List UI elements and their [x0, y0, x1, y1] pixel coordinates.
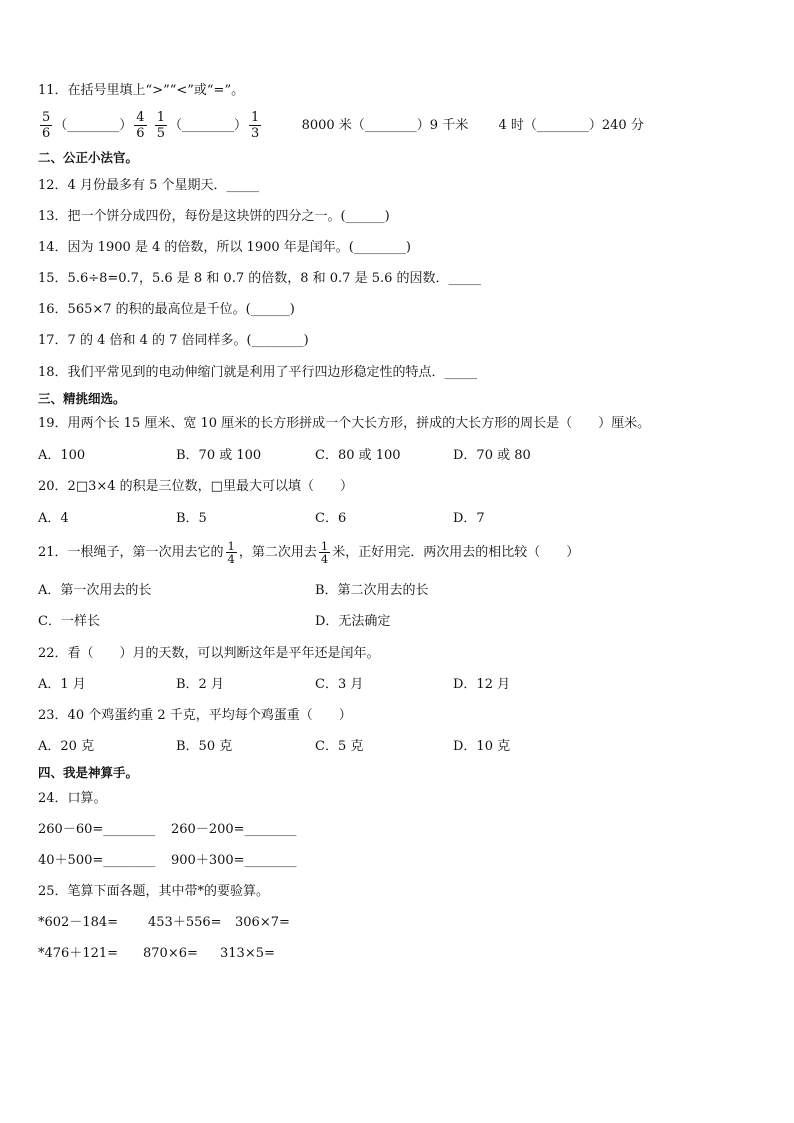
q25-calc-6: 313×5= — [220, 946, 275, 961]
fraction-1-4-a: $\frac{1}{4}$ — [227, 539, 235, 566]
fraction-1-3: $\frac{1}{3}$ — [251, 110, 260, 141]
q19-option-d[interactable]: D．70 或 80 — [453, 448, 531, 463]
q25-calc-2: 453＋556= — [148, 915, 222, 930]
section-2-title: 二、公正小法官。 — [38, 150, 139, 165]
q25-calc-4: *476＋121= — [38, 946, 119, 961]
question-23-stem: 23．40 个鸡蛋约重 2 千克，平均每个鸡蛋重（ ） — [38, 708, 352, 723]
fraction-1-5: $\frac{1}{5}$ — [156, 110, 165, 141]
section-4-title: 四、我是神算手。 — [38, 765, 139, 780]
question-11-items — [38, 108, 644, 144]
q24-calc-1[interactable]: 260－60=________ — [38, 822, 156, 837]
question-21-stem: 21．一根绳子，第一次用去它的 $\frac{1}{4}$ ，第二次用去 $\frac{1}{4}$ 米，正好用完．两次用去的相比较（ ） — [38, 539, 580, 566]
question-25-stem: 25．笔算下面各题，其中带*的要验算。 — [38, 884, 270, 899]
q19-option-a[interactable]: A．100 — [38, 448, 86, 463]
fraction-5-6: $\frac{5}{6}$ — [42, 110, 51, 141]
q23-option-d[interactable]: D．10 克 — [453, 739, 511, 754]
q25-calc-1: *602－184= — [38, 915, 119, 930]
q19-option-c[interactable]: C．80 或 100 — [315, 448, 401, 463]
question-14[interactable]: 14．因为 1900 是 4 的倍数，所以 1900 年是闰年。(________) — [38, 240, 411, 255]
question-24-stem: 24．口算。 — [38, 791, 107, 806]
q22-option-c[interactable]: C．3 月 — [315, 677, 364, 692]
question-22-stem: 22．看（ ）月的天数，可以判断这年是平年还是闰年。 — [38, 646, 380, 661]
question-13[interactable]: 13．把一个饼分成四份，每份是这块饼的四分之一。(______) — [38, 209, 390, 224]
q21-option-a[interactable]: A．第一次用去的长 — [38, 583, 152, 598]
q19-option-b[interactable]: B．70 或 100 — [176, 448, 262, 463]
q21-option-c[interactable]: C．一样长 — [38, 614, 100, 629]
q20-option-d[interactable]: D．7 — [453, 511, 485, 526]
q24-calc-2[interactable]: 260－200=________ — [171, 822, 297, 837]
q23-option-b[interactable]: B．50 克 — [176, 739, 233, 754]
q23-option-a[interactable]: A．20 克 — [38, 739, 95, 754]
fraction-1-4-b: $\frac{1}{4}$ — [320, 539, 329, 566]
question-11-item3[interactable]: 8000 米（________）9 千米 — [301, 118, 469, 133]
q23-option-c[interactable]: C．5 克 — [315, 739, 364, 754]
question-12[interactable]: 12．4 月份最多有 5 个星期天．_____ — [38, 178, 259, 193]
q21-option-d[interactable]: D．无法确定 — [315, 614, 391, 629]
blank-11-2[interactable]: （________） — [169, 118, 248, 133]
question-15[interactable]: 15．5.6÷8=0.7，5.6 是 8 和 0.7 的倍数，8 和 0.7 是 5.6 的因数．_____ — [38, 271, 482, 286]
q20-option-c[interactable]: C．6 — [315, 511, 347, 526]
question-11-stem: 11．在括号里填上“>”“<”或“=”。 — [38, 83, 245, 98]
fraction-4-6: $\frac{4}{6}$ — [136, 110, 145, 141]
q24-calc-4[interactable]: 900＋300=________ — [171, 853, 297, 868]
question-16[interactable]: 16．565×7 的积的最高位是千位。(______) — [38, 302, 295, 317]
q21-option-b[interactable]: B．第二次用去的长 — [315, 583, 429, 598]
question-18[interactable]: 18．我们平常见到的电动伸缩门就是利用了平行四边形稳定性的特点．_____ — [38, 365, 478, 380]
section-3-title: 三、精挑细选。 — [38, 391, 126, 406]
q24-calc-3[interactable]: 40＋500=________ — [38, 853, 156, 868]
q20-option-a[interactable]: A．4 — [38, 511, 69, 526]
question-17[interactable]: 17．7 的 4 倍和 4 的 7 倍同样多。(________) — [38, 333, 309, 348]
q25-calc-5: 870×6= — [143, 946, 198, 961]
question-11-item4[interactable]: 4 时（________）240 分 — [498, 118, 644, 133]
q25-calc-3: 306×7= — [235, 915, 290, 930]
q22-option-b[interactable]: B．2 月 — [176, 677, 224, 692]
q20-option-b[interactable]: B．5 — [176, 511, 207, 526]
q22-option-d[interactable]: D．12 月 — [453, 677, 511, 692]
blank-11-1[interactable]: （________） — [54, 118, 133, 133]
question-20-stem: 20．2□3×4 的积是三位数，□里最大可以填（ ） — [38, 479, 353, 494]
question-19-stem: 19．用两个长 15 厘米、宽 10 厘米的长方形拼成一个大长方形，拼成的大长方形的周长是（ ）厘米。 — [38, 416, 651, 431]
q22-option-a[interactable]: A．1 月 — [38, 677, 86, 692]
